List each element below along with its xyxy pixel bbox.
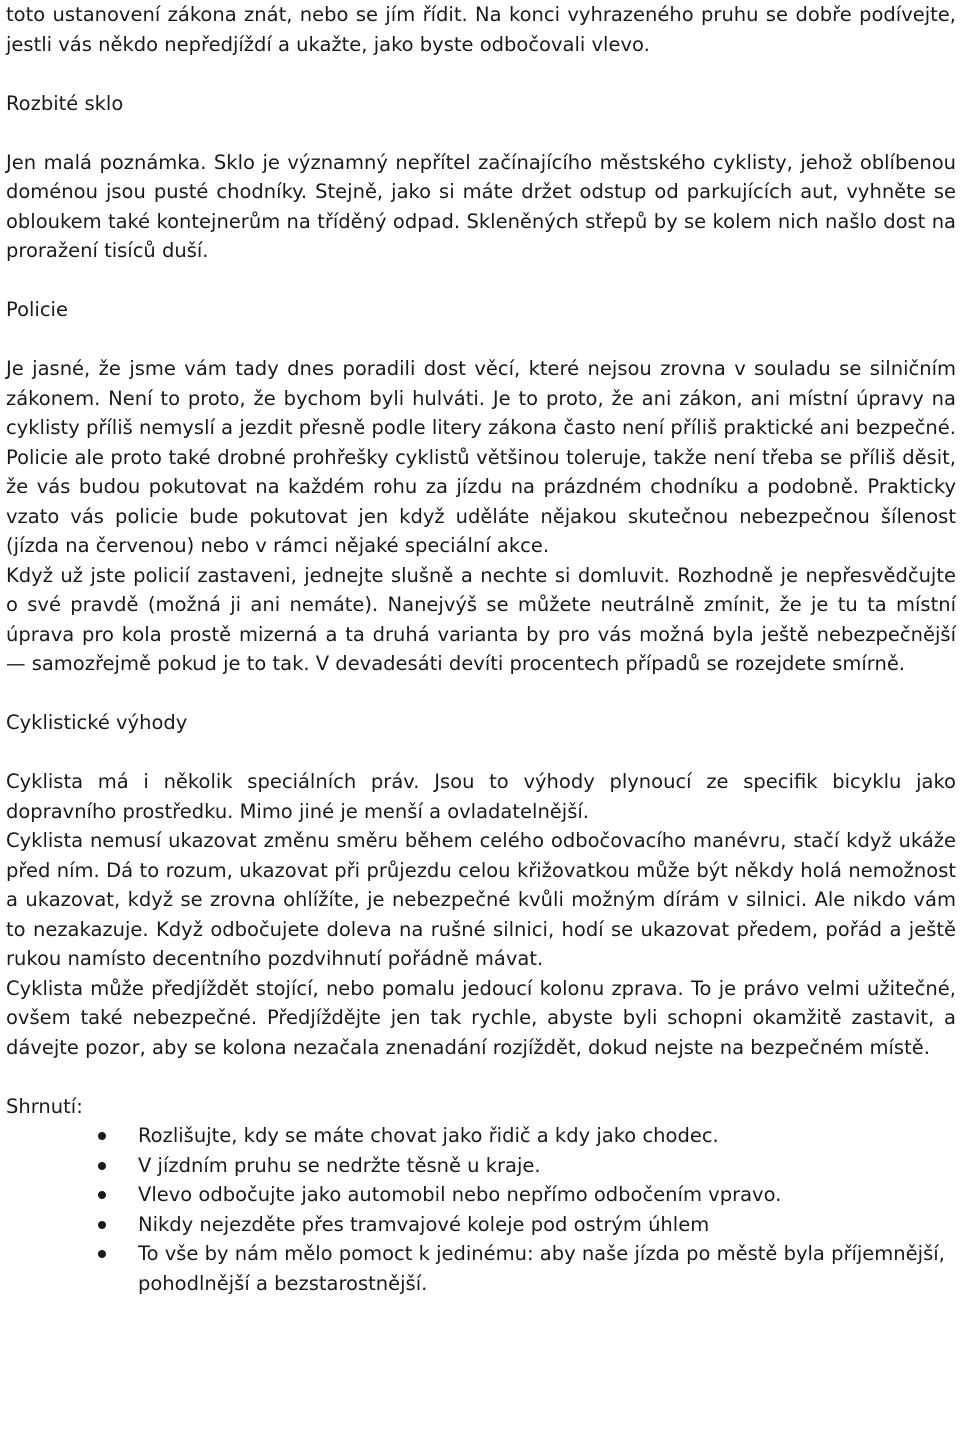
spacer <box>6 679 956 709</box>
section-heading-cyclist-advantages: Cyklistické výhody <box>6 711 188 734</box>
section-heading-summary: Shrnutí: <box>6 1094 83 1118</box>
summary-item-text: Nikdy nejezděte přes tramvajové koleje pod ostrým úhlem <box>138 1212 710 1236</box>
broken-glass-paragraph: Jen malá poznámka. Sklo je významný nepřítel začínajícího městského cyklisty, jehož oblíbenou doménou jsou pusté chodníky. Stejně, jako si máte držet odstup od parkujících aut, vyhněte se obloukem také kontejnerům na tříděný odpad. Skleněných střepů by se kolem nich našlo dost na proražení tisíců duší. <box>6 150 956 262</box>
advantages-paragraph-2: Cyklista nemusí ukazovat změnu směru během celého odbočovacího manévru, stačí když ukáže před ním. Dá to rozum, ukazovat při průjezdu celou křižovatkou může být někdy holá nemožnost a ukazovat, když se zrovna ohlížíte, je nebezpečné kvůli možným dírám v silnici. Ale nikdo vám to nezakazuje. Když odbočujete doleva na rušné silnici, hodí se ukazovat předem, pořád a ještě rukou namísto decentního pozdvihnutí pořádně mávat. <box>6 829 956 970</box>
summary-list-item <box>6 1151 956 1181</box>
summary-list-item <box>6 1239 956 1298</box>
police-paragraph-1: Je jasné, že jsme vám tady dnes poradili dost věcí, které nejsou zrovna v souladu se silničním zákonem. Není to proto, že bychom byli hulváti. Je to proto, že ani zákon, ani místní úpravy na cyklisty příliš nemyslí a jezdit přesně podle litery zákona často není příliš praktické ani bezpečné. Policie ale proto také drobné prohřešky cyklistů většinou toleruje, takže není třeba se příliš děsit, že vás budou pokutovat na každém rohu za jízdu na prázdném chodníku a podobně. Prakticky vzato vás policie bude pokutovat jen když uděláte nějakou skutečnou nebezpečnou šílenost (jízda na červenou) nebo v rámci nějaké speciální akce. <box>6 357 956 557</box>
spacer <box>6 118 956 148</box>
bullet-icon <box>98 1132 106 1140</box>
bullet-icon <box>98 1191 106 1199</box>
advantages-paragraph-3: Cyklista může předjíždět stojící, nebo pomalu jedoucí kolonu zprava. To je právo velmi užitečné, ovšem také nebezpečné. Předjíždějte jen tak rychle, abyste byli schopni okamžitě zastavit, a dávejte pozor, aby se kolona nezačala znenadání rozjíždět, dokud nejste na bezpečném místě. <box>6 976 956 1059</box>
intro-paragraph: toto ustanovení zákona znát, nebo se jím řídit. Na konci vyhrazeného pruhu se dobře podívejte, jestli vás někdo nepředjíždí a ukažte, jako byste odbočovali vlevo. <box>6 3 956 56</box>
summary-list-item <box>6 1121 956 1151</box>
spacer <box>6 738 956 768</box>
summary-list <box>6 1121 956 1298</box>
section-heading-police: Policie <box>6 298 68 321</box>
spacer <box>6 266 956 296</box>
spacer <box>6 59 956 89</box>
summary-item-text: V jízdním pruhu se nedržte těsně u kraje. <box>138 1153 541 1177</box>
summary-list-item <box>6 1210 956 1240</box>
spacer <box>6 1062 956 1092</box>
summary-item-text: To vše by nám mělo pomoct k jedinému: aby naše jízda po městě byla příjemnější, pohodlnější a bezstarostnější. <box>138 1242 945 1295</box>
section-heading-broken-glass: Rozbité sklo <box>6 91 124 115</box>
summary-list-item <box>6 1180 956 1210</box>
police-paragraph-2: Když už jste policií zastaveni, jednejte slušně a nechte si domluvit. Rozhodně je nepřesvědčujte o své pravdě (možná ji ani nemáte). Nanejvýš se můžete neutrálně zmínit, že je tu ta místní úprava pro kola prostě mizerná a ta druhá varianta by pro vás možná byla ještě nebezpečnější — samozřejmě pokud je to tak. V devadesáti devíti procentech případů se rozejdete smírně. <box>6 563 956 675</box>
summary-item-text: Vlevo odbočujte jako automobil nebo nepřímo odbočením vpravo. <box>138 1183 782 1206</box>
bullet-icon <box>98 1162 106 1170</box>
bullet-icon <box>98 1221 106 1229</box>
bullet-icon <box>98 1250 106 1258</box>
summary-item-text: Rozlišujte, kdy se máte chovat jako řidič a kdy jako chodec. <box>138 1124 719 1147</box>
advantages-paragraph-1: Cyklista má i několik speciálních práv. Jsou to výhody plynoucí ze specifik bicyklu jako dopravního prostředku. Mimo jiné je menší a ovladatelnější. <box>6 770 956 823</box>
spacer <box>6 325 956 355</box>
